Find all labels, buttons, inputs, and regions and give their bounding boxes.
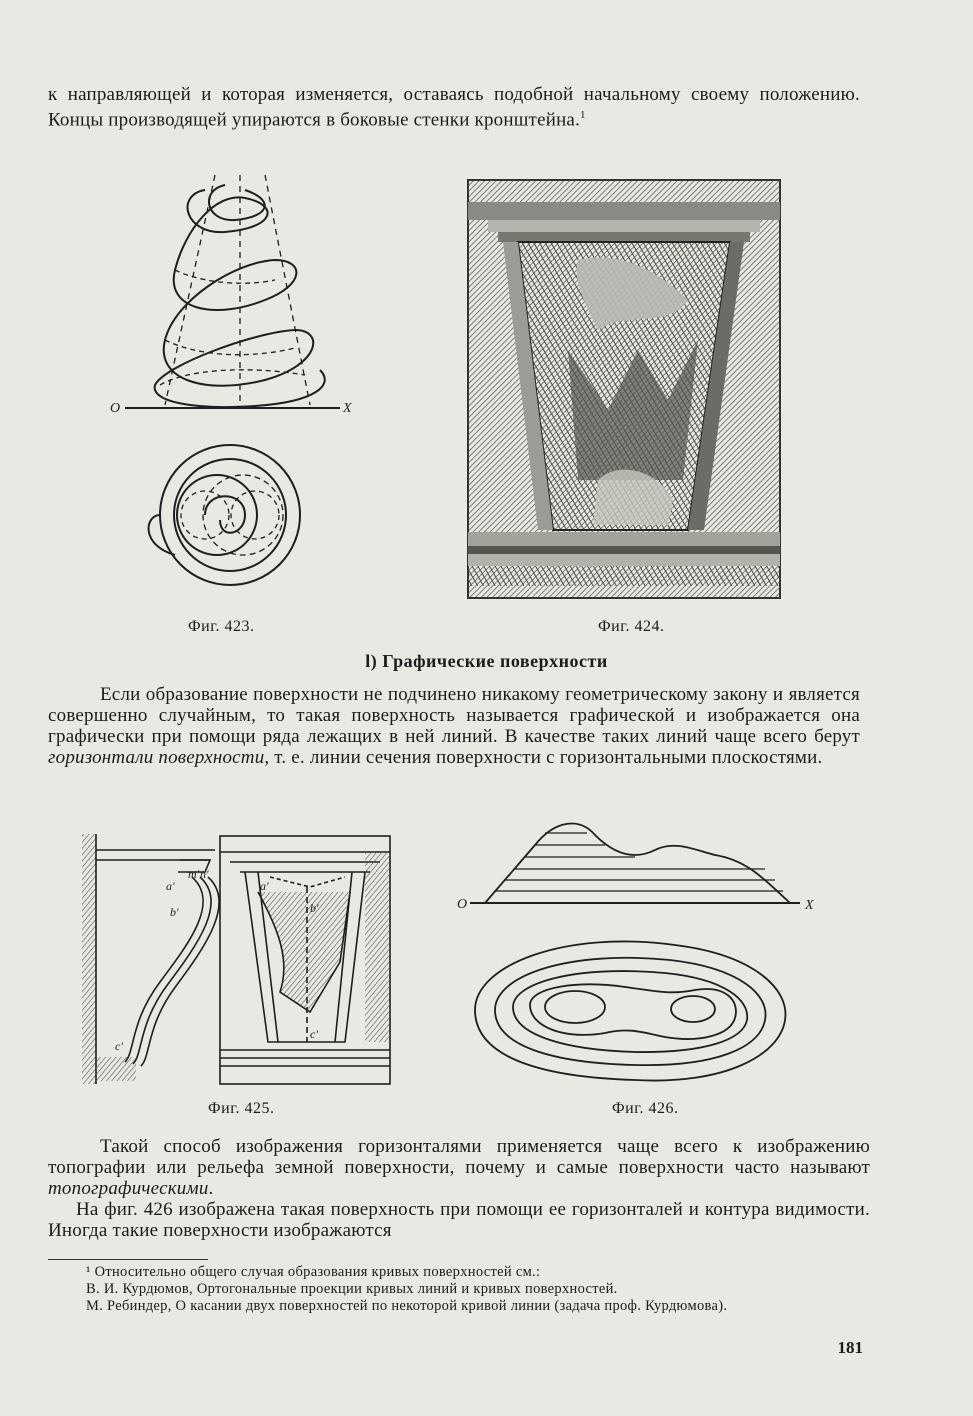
figure-426-drawing	[455, 815, 835, 1100]
para2-text-start: Такой способ изображения горизонталями применяется чаще всего к изображению топографии или рельефа земной поверхности, почему и самые поверхности часто называют	[48, 1136, 870, 1178]
figure-423-drawing	[105, 170, 355, 610]
label-c-prime-front: c'	[310, 1027, 318, 1041]
label-n-prime: n'	[200, 867, 209, 881]
section-heading: l) Графические поверхности	[365, 651, 608, 671]
footnotes	[48, 1264, 878, 1315]
label-c-prime-side: c'	[115, 1039, 123, 1053]
label-a-prime-front: a'	[260, 879, 269, 893]
para3-text: На фиг. 426 изображена такая поверхность при помощи ее горизонталей и контура видимости. Иногда такие поверхности изображаются	[48, 1199, 870, 1241]
footnote-line-3: М. Ребиндер, О касании двух поверхностей по некоторой кривой линии (задача проф. Курдюмова).	[86, 1298, 728, 1314]
footnote-ref: 1	[580, 109, 586, 121]
figure-424-caption: Фиг. 424.	[598, 618, 665, 635]
fig423-axis-x-label: X	[343, 401, 352, 416]
paragraph-1	[48, 684, 860, 768]
fig426-axis-x-label: X	[805, 898, 814, 913]
para2-text-end: .	[208, 1178, 214, 1199]
figure-424-drawing	[468, 180, 780, 598]
page-number: 181	[837, 1338, 863, 1357]
para1-text-start: Если образование поверхности не подчинено никакому геометрическому закону и является совершенно случайным, то такая поверхность называется графической и изображается она графически при помощи ряда лежащих в ней линий. В качестве таких линий чаще всего берут	[48, 684, 860, 747]
para1-emphasis: горизонтали поверхности	[48, 747, 265, 768]
fig426-axis-o-label: O	[457, 897, 468, 912]
fig423-axis-o-label: O	[110, 401, 121, 416]
figure-425-drawing	[80, 832, 400, 1094]
footnote-line-2: В. И. Курдюмов, Ортогональные проекции кривых линий и кривых поверхностей.	[86, 1281, 618, 1297]
label-b-prime-front: b'	[310, 901, 319, 915]
label-m-prime: m'	[188, 867, 200, 881]
para1-text-end: , т. е. линии сечения поверхности с горизонтальными плоскостями.	[264, 747, 823, 768]
figure-423-caption: Фиг. 423.	[188, 618, 255, 635]
label-b-prime-side: b'	[170, 905, 179, 919]
intro-paragraph	[48, 84, 860, 130]
para2-emphasis: топографическими	[48, 1178, 209, 1199]
intro-text: к направляющей и которая изменяется, оставаясь подобной начальному своему положению. Концы производящей упираются в боковые стенки кронштейна.	[48, 84, 860, 131]
figure-426-caption: Фиг. 426.	[612, 1100, 679, 1117]
label-a-prime-side: a'	[166, 879, 175, 893]
figure-425-caption: Фиг. 425.	[208, 1100, 275, 1117]
footnote-divider	[48, 1259, 208, 1260]
paragraph-2-3	[48, 1136, 870, 1241]
footnote-line-1: ¹ Относительно общего случая образования кривых поверхностей см.:	[86, 1264, 541, 1280]
